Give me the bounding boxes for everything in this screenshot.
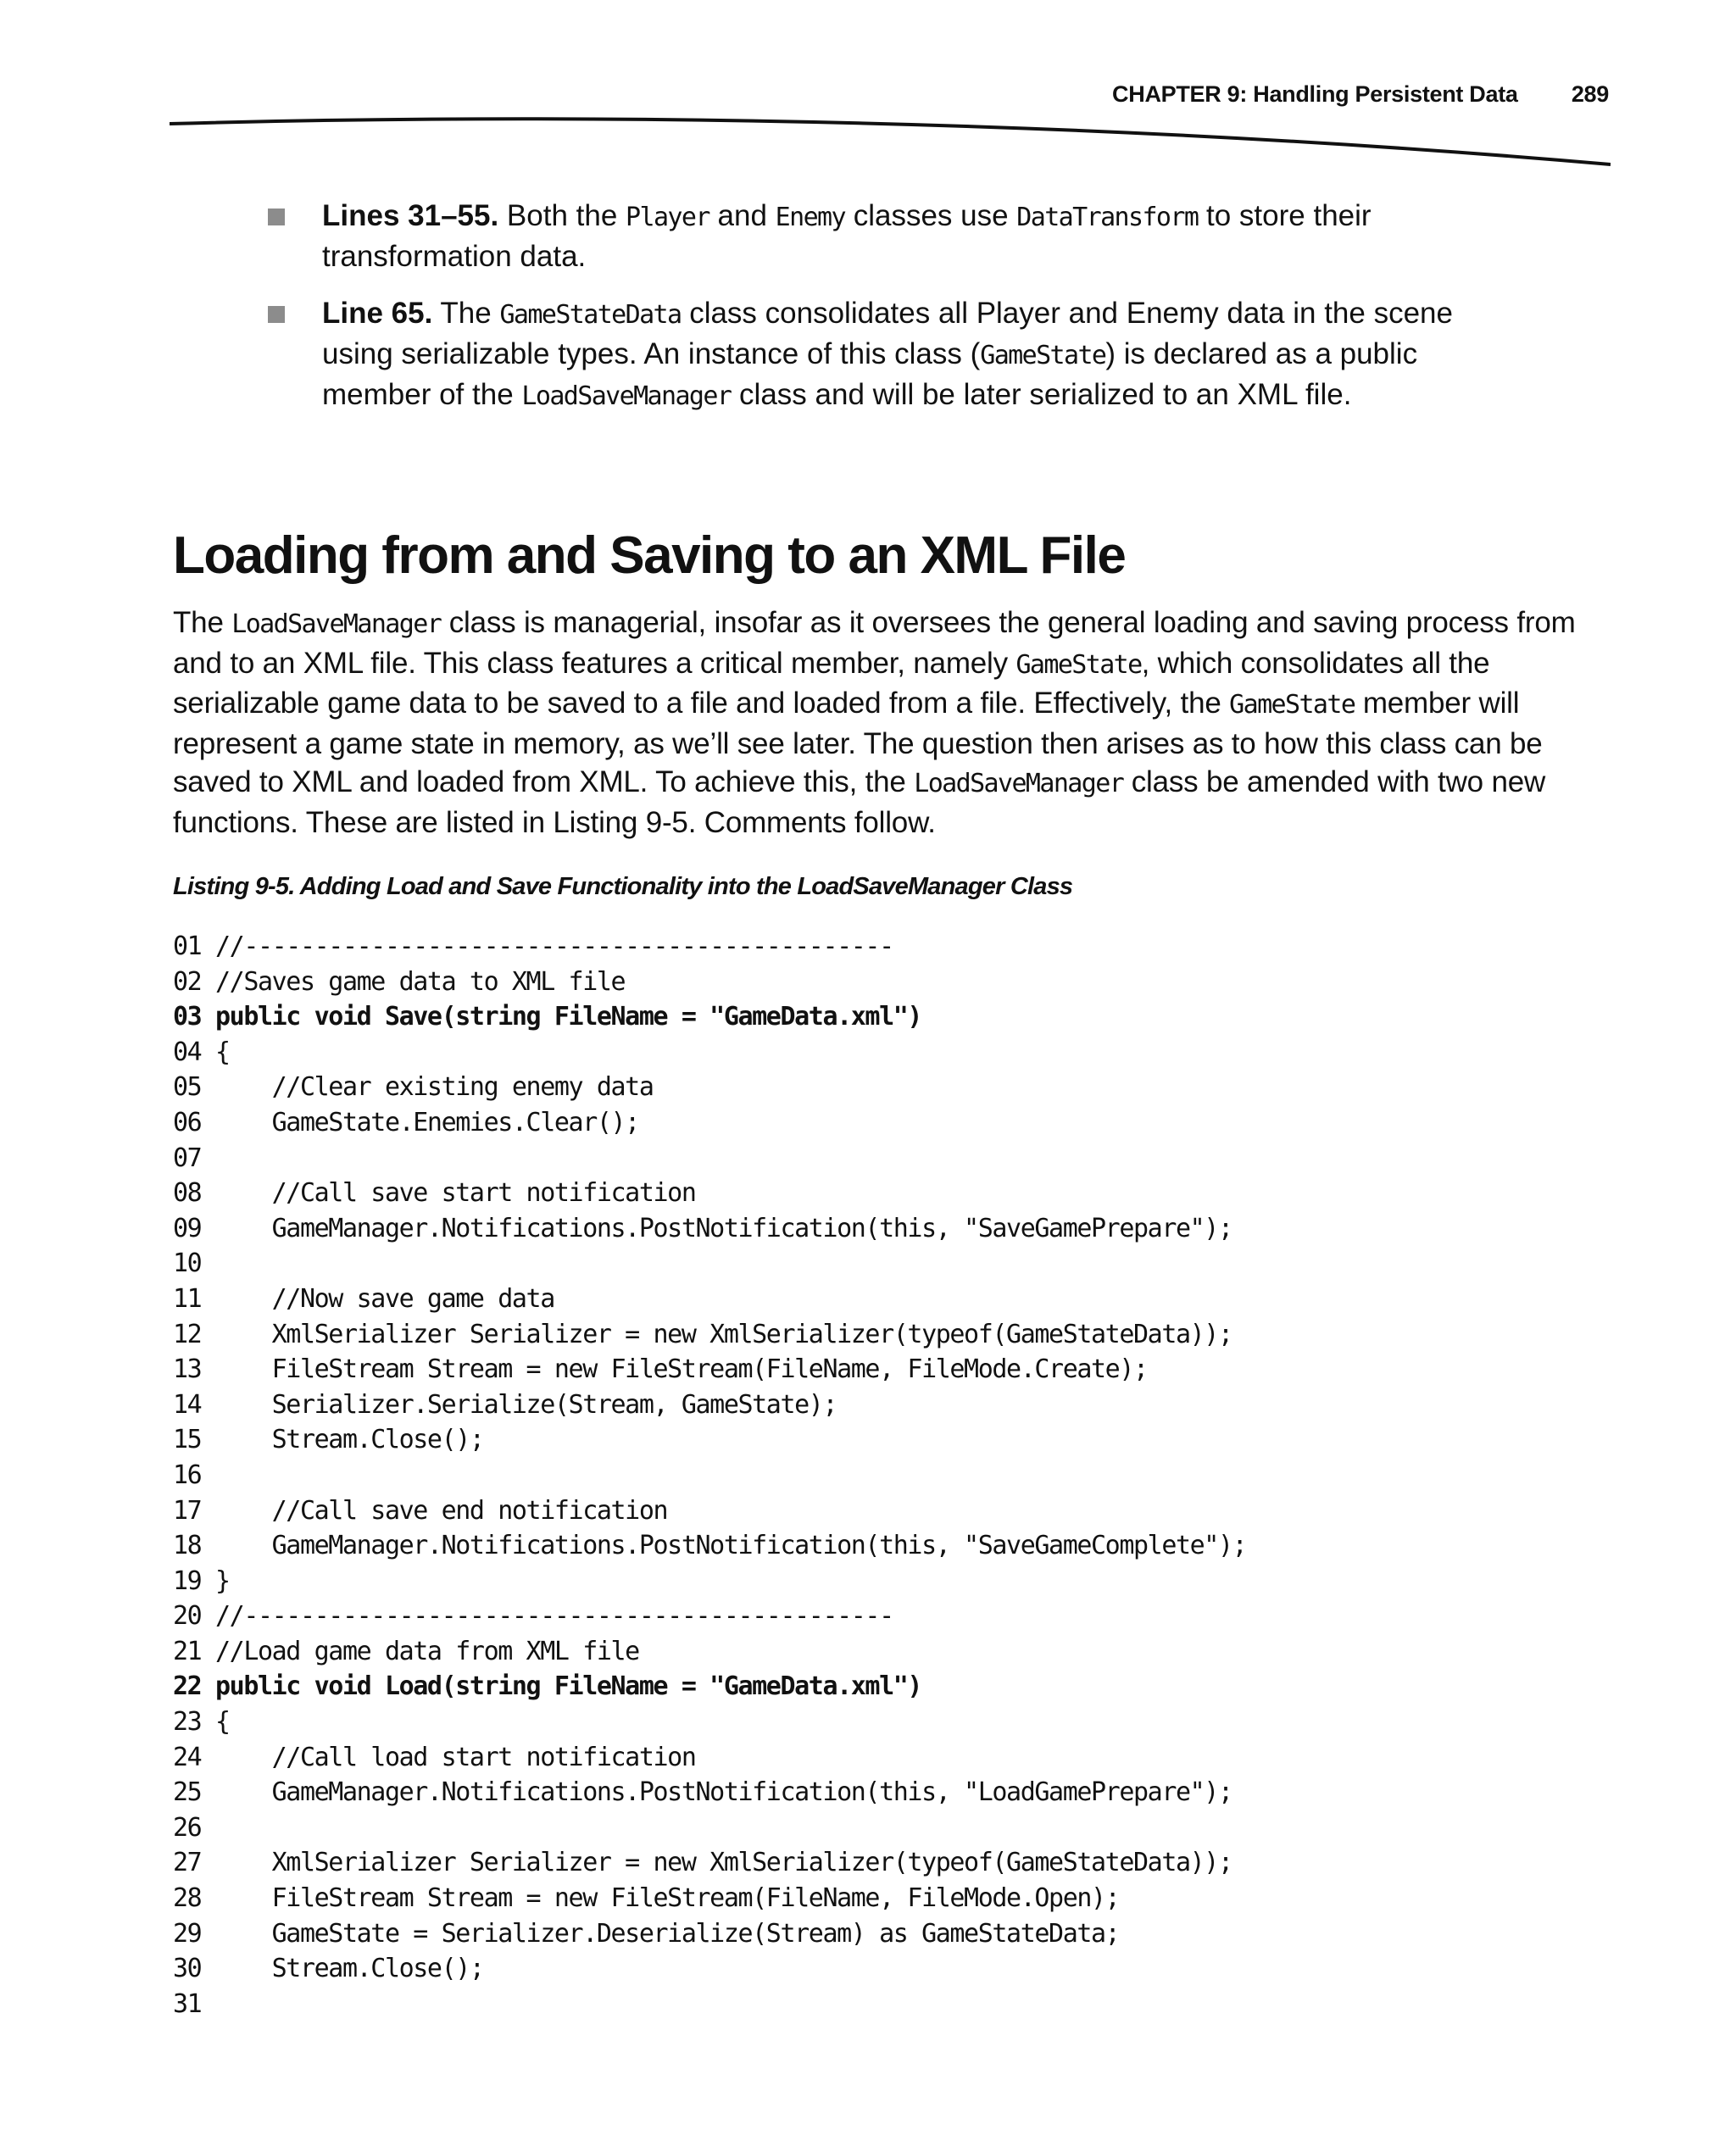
code-text: GameState.Enemies.Clear(); [215, 1107, 639, 1137]
line-number: 22 [173, 1671, 202, 1702]
code-line [173, 1704, 1246, 1740]
code-line [173, 1528, 1246, 1564]
inline-code: GameState [1229, 690, 1355, 720]
line-number: 03 [173, 1002, 202, 1032]
code-text: //Load game data from XML file [215, 1636, 639, 1666]
line-number: 20 [173, 1601, 202, 1632]
code-line [173, 1458, 1246, 1493]
section-title: Loading from and Saving to an XML File [173, 526, 1126, 585]
code-line [173, 1282, 1246, 1317]
square-bullet-icon [268, 209, 285, 225]
code-line [173, 1070, 1246, 1105]
code-line [173, 1634, 1246, 1670]
code-line [173, 965, 1246, 1000]
code-text: { [215, 1037, 230, 1067]
code-text: GameState = Serializer.Deserialize(Stream) as GameStateData; [215, 1918, 1120, 1949]
bullet-list [264, 197, 1477, 434]
code-line [173, 1669, 1246, 1704]
line-number: 25 [173, 1777, 202, 1808]
code-text: Stream.Close(); [215, 1954, 484, 1984]
text-run: The [173, 606, 232, 639]
code-text: //Call save start notification [215, 1178, 696, 1209]
header-rule [170, 112, 1611, 171]
line-number: 06 [173, 1107, 202, 1137]
text-run: class is managerial, insofar as it oversees the general loading and saving process from and to an XML file. This class features a critical member, namely [173, 606, 1576, 680]
code-line [173, 1105, 1246, 1141]
code-line [173, 1035, 1246, 1070]
code-line [173, 1881, 1246, 1916]
text-run: and [709, 199, 776, 232]
page-number: 289 [1571, 81, 1609, 107]
line-number: 28 [173, 1883, 202, 1914]
line-number: 31 [173, 1988, 202, 2019]
line-number: 10 [173, 1248, 202, 1279]
inline-code: LoadSaveManager [914, 769, 1124, 798]
chapter-title: CHAPTER 9: Handling Persistent Data [1112, 81, 1518, 107]
code-line [173, 1352, 1246, 1387]
code-line [173, 1845, 1246, 1881]
bullet-lead: Line 65. [322, 297, 433, 330]
bullet-lead: Lines 31–55. [322, 199, 499, 232]
code-text: FileStream Stream = new FileStream(FileName, FileMode.Create); [215, 1354, 1148, 1385]
bullet-item [264, 294, 1477, 416]
line-number: 05 [173, 1072, 202, 1103]
line-number: 15 [173, 1425, 202, 1455]
code-text: } [215, 1565, 230, 1596]
code-line [173, 1141, 1246, 1176]
text-run: ) is declared as a public member of the [322, 337, 1418, 411]
code-line [173, 1951, 1246, 1987]
square-bullet-icon [268, 306, 285, 323]
inline-code: GameState [980, 341, 1106, 370]
inline-code: LoadSaveManager [521, 381, 732, 411]
code-line [173, 1916, 1246, 1952]
line-number: 30 [173, 1954, 202, 1984]
code-text: //---------------------------------------------- [215, 1601, 893, 1632]
line-number: 04 [173, 1037, 202, 1067]
code-text: //Now save game data [215, 1283, 554, 1314]
code-text: { [215, 1707, 230, 1738]
code-text: GameManager.Notifications.PostNotification(this, "SaveGamePrepare"); [215, 1213, 1232, 1243]
inline-code: LoadSaveManager [231, 609, 442, 639]
code-text: //Clear existing enemy data [215, 1072, 654, 1103]
line-number: 16 [173, 1460, 202, 1490]
body-paragraph [173, 603, 1614, 842]
code-line [173, 1422, 1246, 1458]
code-line [173, 1599, 1246, 1634]
code-text: //Call save end notification [215, 1495, 668, 1526]
bullet-item [264, 197, 1477, 276]
text-run: class be amended with two new functions. These are listed in Listing 9-5. Comments follow. [173, 765, 1546, 839]
line-number: 11 [173, 1283, 202, 1314]
code-line [173, 929, 1246, 965]
line-number: 18 [173, 1531, 202, 1561]
line-number: 02 [173, 966, 202, 997]
code-line [173, 1564, 1246, 1599]
inline-code: Player [626, 203, 709, 232]
text-run: Both the [498, 199, 626, 232]
code-line [173, 1246, 1246, 1282]
inline-code: Enemy [775, 203, 845, 232]
running-head [1112, 81, 1609, 108]
inline-code: DataTransform [1016, 203, 1199, 232]
code-text: //Saves game data to XML file [215, 966, 626, 997]
line-number: 29 [173, 1918, 202, 1949]
line-number: 01 [173, 931, 202, 961]
text-run: class consolidates all Player and Enemy data in the scene using serializable types. An instance of this class ( [322, 297, 1453, 370]
line-number: 13 [173, 1354, 202, 1385]
line-number: 14 [173, 1389, 202, 1420]
code-line [173, 1387, 1246, 1423]
text-run: classes use [844, 199, 1017, 232]
line-number: 17 [173, 1495, 202, 1526]
code-line [173, 1493, 1246, 1529]
line-number: 09 [173, 1213, 202, 1243]
code-text: XmlSerializer Serializer = new XmlSerializer(typeof(GameStateData)); [215, 1848, 1232, 1878]
code-line [173, 999, 1246, 1035]
code-line [173, 1775, 1246, 1810]
code-text: FileStream Stream = new FileStream(FileName, FileMode.Open); [215, 1883, 1120, 1914]
code-text: GameManager.Notifications.PostNotification(this, "SaveGameComplete"); [215, 1531, 1247, 1561]
line-number: 23 [173, 1707, 202, 1738]
code-line [173, 1176, 1246, 1211]
inline-code: GameState [1015, 649, 1142, 680]
code-text: //---------------------------------------------- [215, 931, 893, 961]
code-text: public void Load(string FileName = "GameData.xml") [215, 1671, 922, 1702]
code-line [173, 1211, 1246, 1247]
line-number: 07 [173, 1143, 202, 1173]
code-text: Serializer.Serialize(Stream, GameState); [215, 1389, 837, 1420]
code-text: public void Save(string FileName = "GameData.xml") [215, 1002, 922, 1032]
text-run: member will represent a game state in memory, as we’ll see later. The question then arises as to how this class can be saved to XML and loaded from XML. To achieve this, the [173, 687, 1543, 798]
listing-caption: Listing 9-5. Adding Load and Save Functionality into the LoadSaveManager Class [173, 873, 1073, 900]
text-run: class and will be later serialized to an XML file. [731, 378, 1352, 411]
code-text: Stream.Close(); [215, 1425, 484, 1455]
code-text: XmlSerializer Serializer = new XmlSerializer(typeof(GameStateData)); [215, 1319, 1232, 1349]
line-number: 12 [173, 1319, 202, 1349]
code-line [173, 1987, 1246, 2022]
code-line [173, 1317, 1246, 1353]
line-number: 08 [173, 1178, 202, 1209]
text-run: to store their transformation data. [322, 199, 1372, 273]
line-number: 21 [173, 1636, 202, 1666]
line-number: 26 [173, 1812, 202, 1843]
code-listing [173, 929, 1246, 2021]
line-number: 24 [173, 1742, 202, 1772]
line-number: 27 [173, 1848, 202, 1878]
code-text: //Call load start notification [215, 1742, 696, 1772]
text-run: The [432, 297, 500, 330]
code-line [173, 1810, 1246, 1846]
line-number: 19 [173, 1565, 202, 1596]
inline-code: GameStateData [499, 300, 682, 330]
code-text: GameManager.Notifications.PostNotification(this, "LoadGamePrepare"); [215, 1777, 1232, 1808]
text-run: , which consolidates all the serializable game data to be saved to a file and loaded from a file. Effectively, the [173, 646, 1490, 720]
code-line [173, 1740, 1246, 1776]
